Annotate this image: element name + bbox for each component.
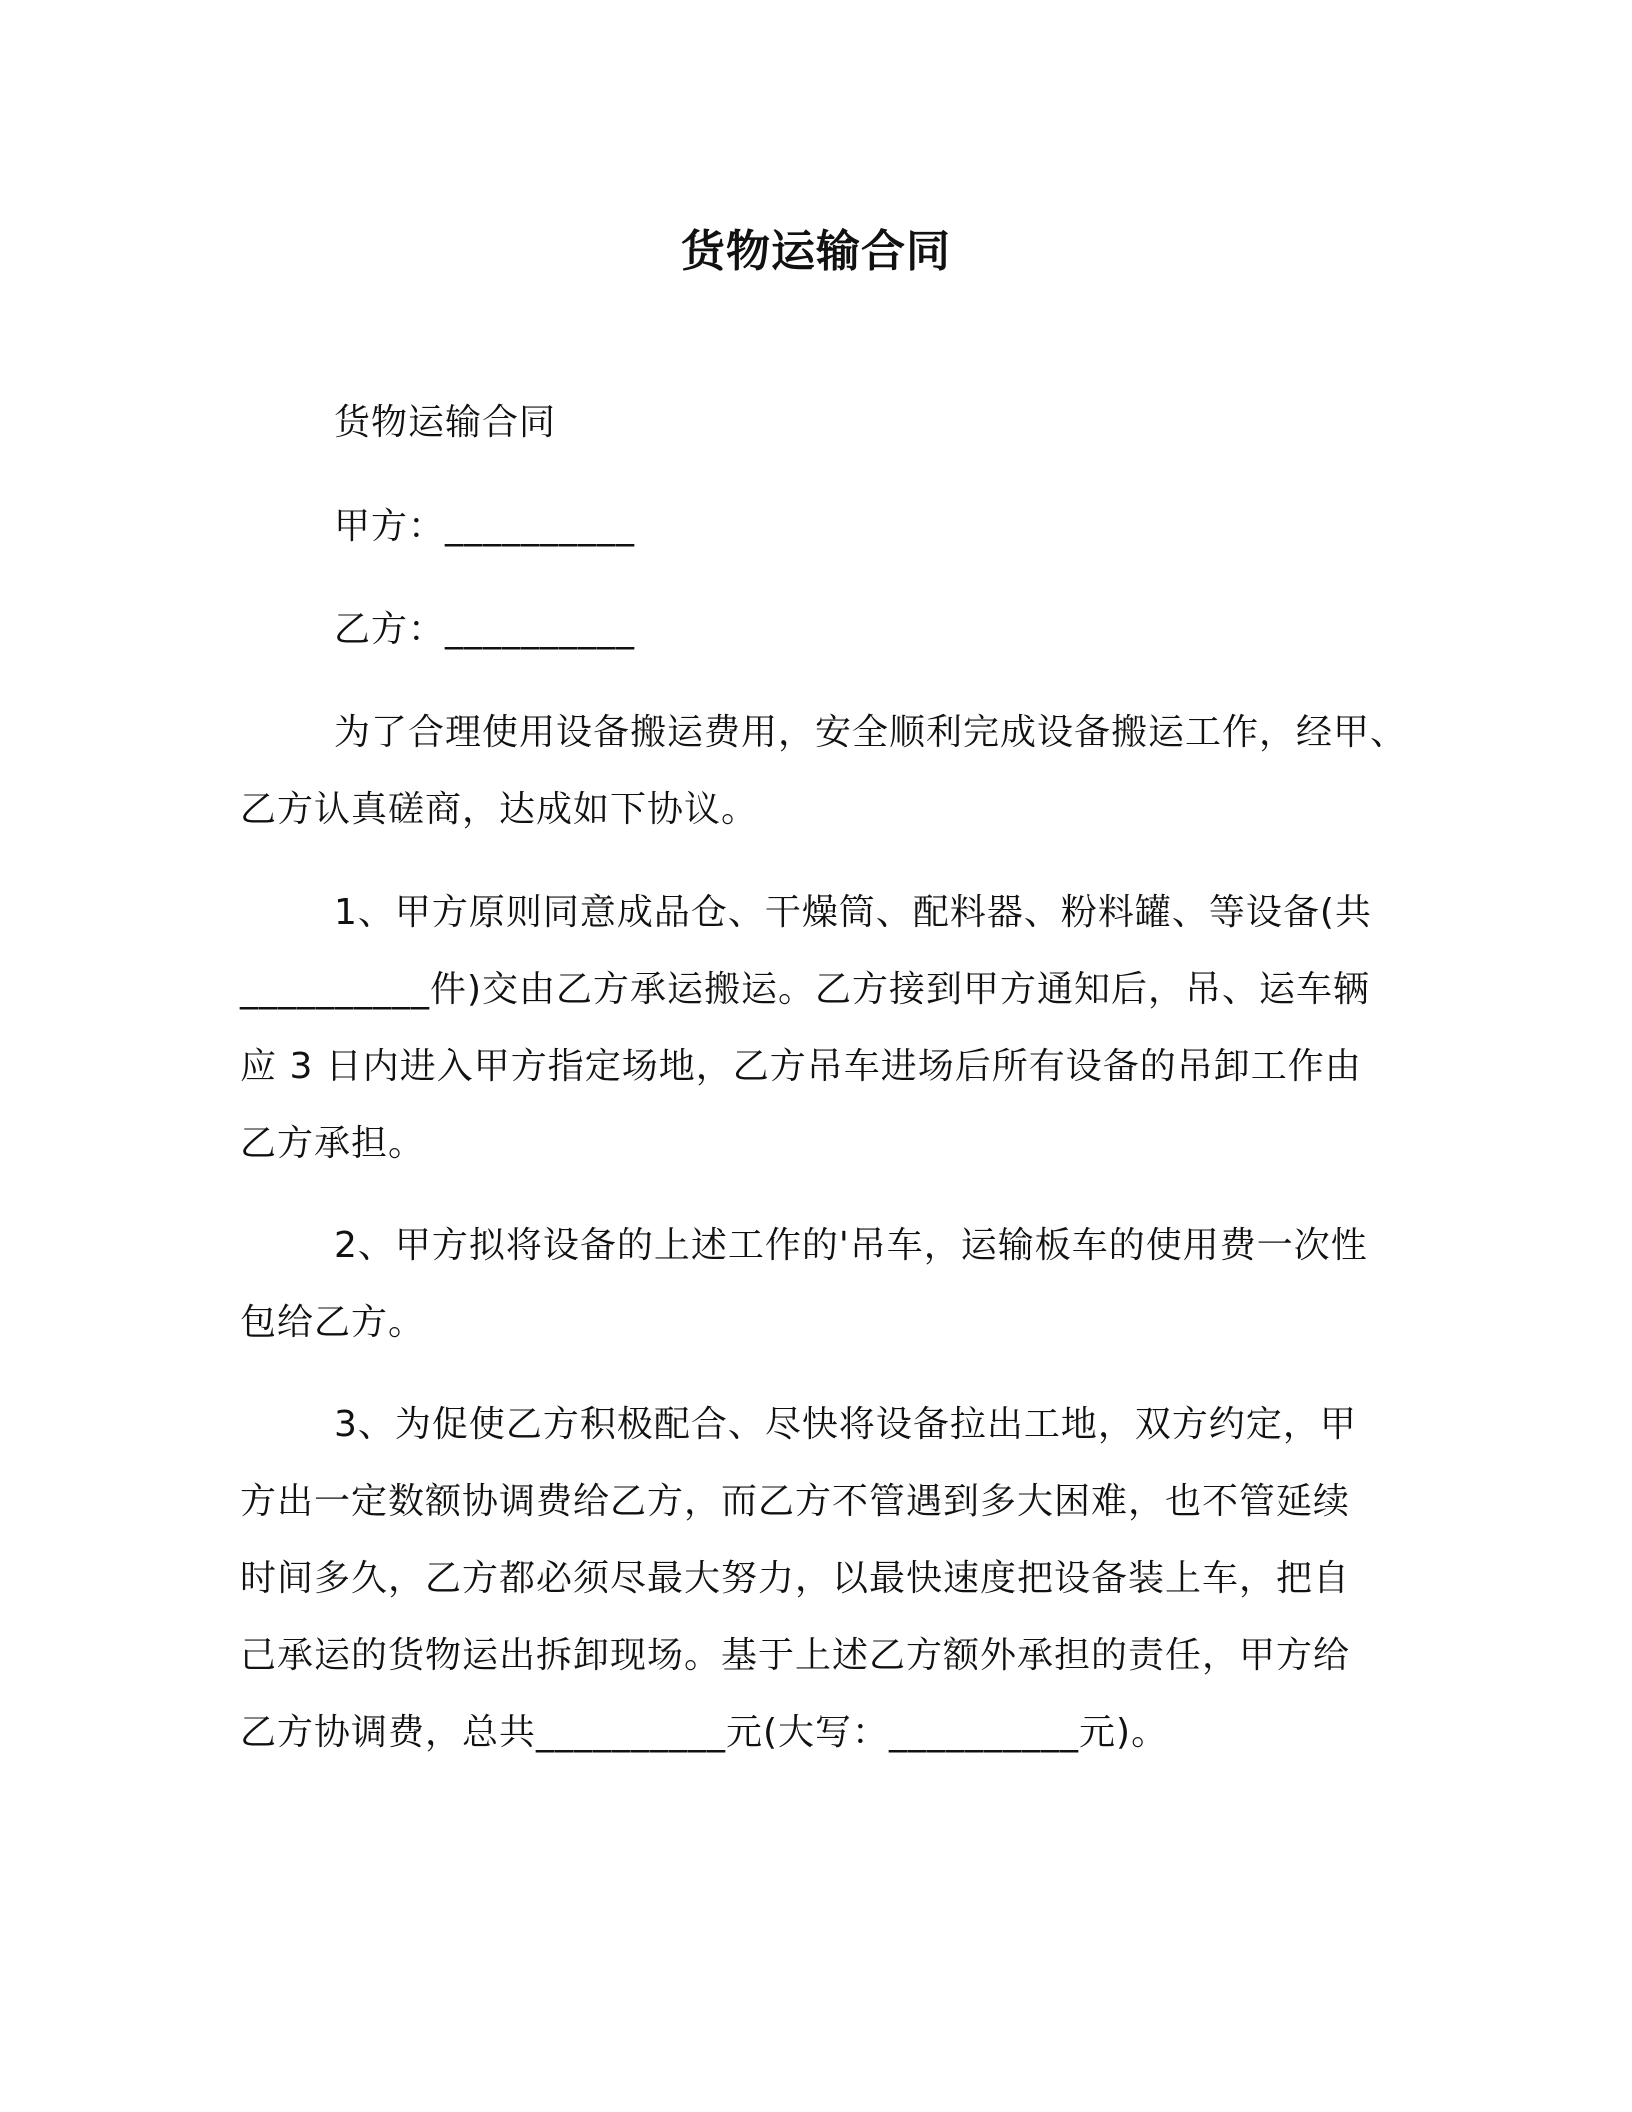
clause-1-line-2: __________件)交由乙方承运搬运。乙方接到甲方通知后，吊、运车辆 [240, 969, 1371, 1010]
clause-2-paragraph [240, 1207, 1400, 1361]
clause-3-line-3: 时间多久，乙方都必须尽最大努力，以最快速度把设备装上车，把自 [240, 1558, 1351, 1599]
clause-3-line-2: 方出一定数额协调费给乙方，而乙方不管遇到多大困难，也不管延续 [240, 1481, 1351, 1522]
clause-3-paragraph [240, 1386, 1400, 1771]
party-b-line: 乙方：__________ [334, 609, 636, 650]
party-a-block [240, 488, 1400, 565]
clause-2-line-1: 2、甲方拟将设备的上述工作的'吊车，运输板车的使用费一次性 [334, 1225, 1368, 1266]
intro-paragraph [240, 694, 1408, 848]
document-subtitle-block [240, 384, 1400, 461]
clause-3-line-4: 己承运的货物运出拆卸现场。基于上述乙方额外承担的责任，甲方给 [240, 1635, 1351, 1676]
clause-1-paragraph [240, 874, 1400, 1182]
clause-3-line-1: 3、为促使乙方积极配合、尽快将设备拉出工地，双方约定，甲 [334, 1404, 1357, 1445]
party-b-block [240, 591, 1400, 668]
intro-line-2: 乙方认真磋商，达成如下协议。 [240, 789, 759, 830]
clause-1-line-1: 1、甲方原则同意成品仓、干燥筒、配料器、粉料罐、等设备(共 [334, 892, 1372, 933]
party-a-line: 甲方：__________ [334, 506, 636, 547]
clause-3-line-5: 乙方协调费，总共__________元(大写：__________元)。 [240, 1712, 1169, 1753]
clause-1-line-3: 应 3 日内进入甲方指定场地，乙方吊车进场后所有设备的吊卸工作由 [240, 1046, 1362, 1087]
document-subtitle: 货物运输合同 [334, 402, 557, 443]
intro-line-1: 为了合理使用设备搬运费用，安全顺利完成设备搬运工作，经甲、 [334, 712, 1408, 753]
document-title: 货物运输合同 [681, 226, 951, 277]
clause-1-line-4: 乙方承担。 [240, 1123, 426, 1164]
clause-2-line-2: 包给乙方。 [240, 1302, 426, 1343]
